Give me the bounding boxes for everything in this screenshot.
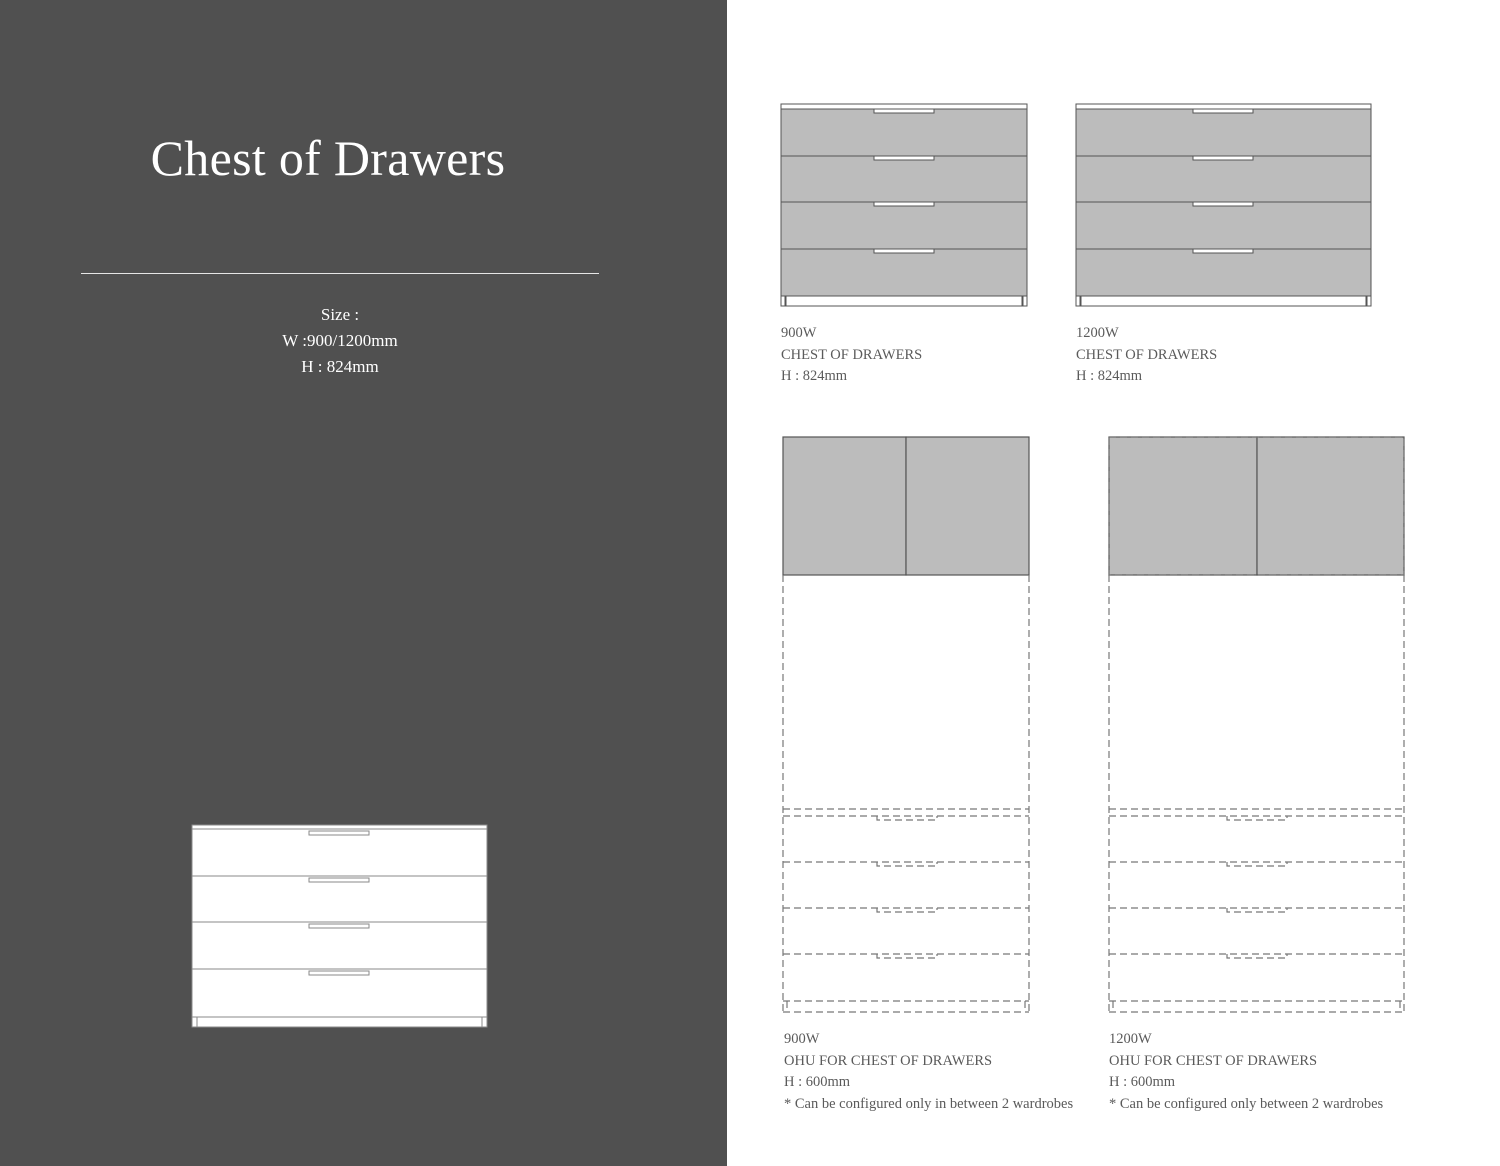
size-label: Size : [320, 305, 360, 324]
product-height: H : 824mm [1076, 368, 1143, 384]
product-height: H : 600mm [1109, 1074, 1176, 1090]
chest-1200w-drawing [1075, 103, 1373, 308]
size-spec [0, 302, 680, 380]
product-name: OHU FOR CHEST OF DRAWERS [1109, 1052, 1318, 1069]
product-name: CHEST OF DRAWERS [1076, 346, 1218, 363]
product-width: 900W [784, 1031, 820, 1047]
title-divider [81, 273, 599, 274]
ohu-900w-caption [784, 1029, 1073, 1115]
ohu-900w-drawing [782, 436, 1032, 1016]
product-note: * Can be configured only between 2 wardrobes [1109, 1095, 1384, 1112]
left-panel [0, 0, 727, 1166]
chest-illustration-large [191, 824, 488, 1029]
product-height: H : 824mm [781, 368, 848, 384]
product-name: OHU FOR CHEST OF DRAWERS [784, 1052, 993, 1069]
size-height: H : 824mm [301, 357, 379, 376]
product-width: 1200W [1109, 1031, 1152, 1047]
ohu-1200w-drawing [1108, 436, 1407, 1016]
product-height: H : 600mm [784, 1074, 851, 1090]
product-width: 900W [781, 325, 817, 341]
chest-900w-caption [781, 323, 922, 388]
chest-1200w-caption [1076, 323, 1217, 388]
product-name: CHEST OF DRAWERS [781, 346, 923, 363]
size-width: W :900/1200mm [282, 331, 398, 350]
chest-900w-drawing [780, 103, 1028, 308]
ohu-1200w-caption [1109, 1029, 1383, 1115]
product-width: 1200W [1076, 325, 1119, 341]
product-note: * Can be configured only in between 2 wardrobes [784, 1095, 1074, 1112]
page-title: Chest of Drawers [150, 130, 506, 186]
